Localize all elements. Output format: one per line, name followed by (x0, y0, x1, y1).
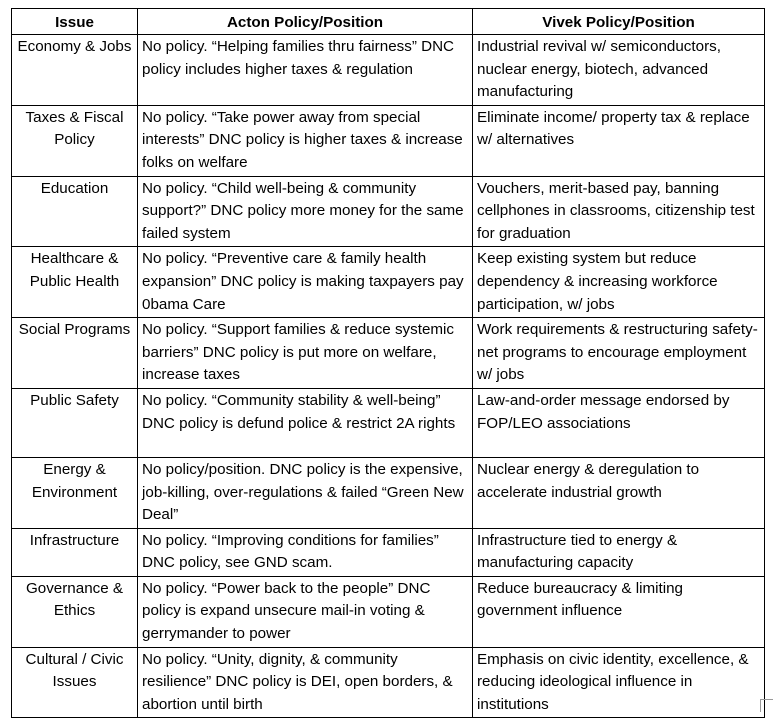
table-row (12, 318, 765, 389)
table-body (12, 35, 765, 718)
table-row (12, 35, 765, 106)
issue-cell: Taxes & Fiscal Policy (12, 105, 138, 176)
table-row (12, 457, 765, 528)
table-row (12, 388, 765, 457)
acton-cell: No policy. “Preventive care & family health expansion” DNC policy is making taxpayers pay 0bama Care (138, 247, 473, 318)
vivek-cell: Vouchers, merit-based pay, banning cellphones in classrooms, citizenship test for graduation (473, 176, 765, 247)
table-header (12, 9, 765, 35)
acton-cell: No policy/position. DNC policy is the expensive, job-killing, over-regulations & failed “Green New Deal” (138, 457, 473, 528)
issue-cell: Economy & Jobs (12, 35, 138, 106)
table-row (12, 528, 765, 576)
vivek-cell: Nuclear energy & deregulation to accelerate industrial growth (473, 457, 765, 528)
vivek-cell: Industrial revival w/ semiconductors, nuclear energy, biotech, advanced manufacturing (473, 35, 765, 106)
acton-cell: No policy. “Helping families thru fairness” DNC policy includes higher taxes & regulation (138, 35, 473, 106)
vivek-cell: Keep existing system but reduce dependency & increasing workforce participation, w/ jobs (473, 247, 765, 318)
header-row (12, 9, 765, 35)
acton-cell: No policy. “Child well-being & community support?” DNC policy more money for the same failed system (138, 176, 473, 247)
issue-cell: Energy & Environment (12, 457, 138, 528)
table-row (12, 176, 765, 247)
issue-cell: Public Safety (12, 388, 138, 457)
header-issue: Issue (12, 9, 138, 35)
vivek-cell: Emphasis on civic identity, excellence, & reducing ideological influence in institutions (473, 647, 765, 718)
vivek-cell: Eliminate income/ property tax & replace w/ alternatives (473, 105, 765, 176)
table-row (12, 576, 765, 647)
vivek-cell: Reduce bureaucracy & limiting government influence (473, 576, 765, 647)
acton-cell: No policy. “Power back to the people” DNC policy is expand unsecure mail-in voting & gerrymander to power (138, 576, 473, 647)
issue-cell: Infrastructure (12, 528, 138, 576)
issue-cell: Cultural / Civic Issues (12, 647, 138, 718)
header-vivek: Vivek Policy/Position (473, 9, 765, 35)
header-acton: Acton Policy/Position (138, 9, 473, 35)
vivek-cell: Work requirements & restructuring safety-net programs to encourage employment w/ jobs (473, 318, 765, 389)
table-row (12, 247, 765, 318)
acton-cell: No policy. “Improving conditions for families” DNC policy, see GND scam. (138, 528, 473, 576)
table-row (12, 647, 765, 718)
policy-comparison-table (11, 8, 765, 718)
acton-cell: No policy. “Take power away from special interests” DNC policy is higher taxes & increase folks on welfare (138, 105, 473, 176)
table-row (12, 105, 765, 176)
corner-mark (760, 699, 773, 712)
vivek-cell: Infrastructure tied to energy & manufacturing capacity (473, 528, 765, 576)
issue-cell: Healthcare & Public Health (12, 247, 138, 318)
issue-cell: Governance & Ethics (12, 576, 138, 647)
issue-cell: Education (12, 176, 138, 247)
issue-cell: Social Programs (12, 318, 138, 389)
acton-cell: No policy. “Unity, dignity, & community resilience” DNC policy is DEI, open borders, & abortion until birth (138, 647, 473, 718)
acton-cell: No policy. “Support families & reduce systemic barriers” DNC policy is put more on welfare, increase taxes (138, 318, 473, 389)
vivek-cell: Law-and-order message endorsed by FOP/LEO associations (473, 388, 765, 457)
acton-cell: No policy. “Community stability & well-being” DNC policy is defund police & restrict 2A rights (138, 388, 473, 457)
